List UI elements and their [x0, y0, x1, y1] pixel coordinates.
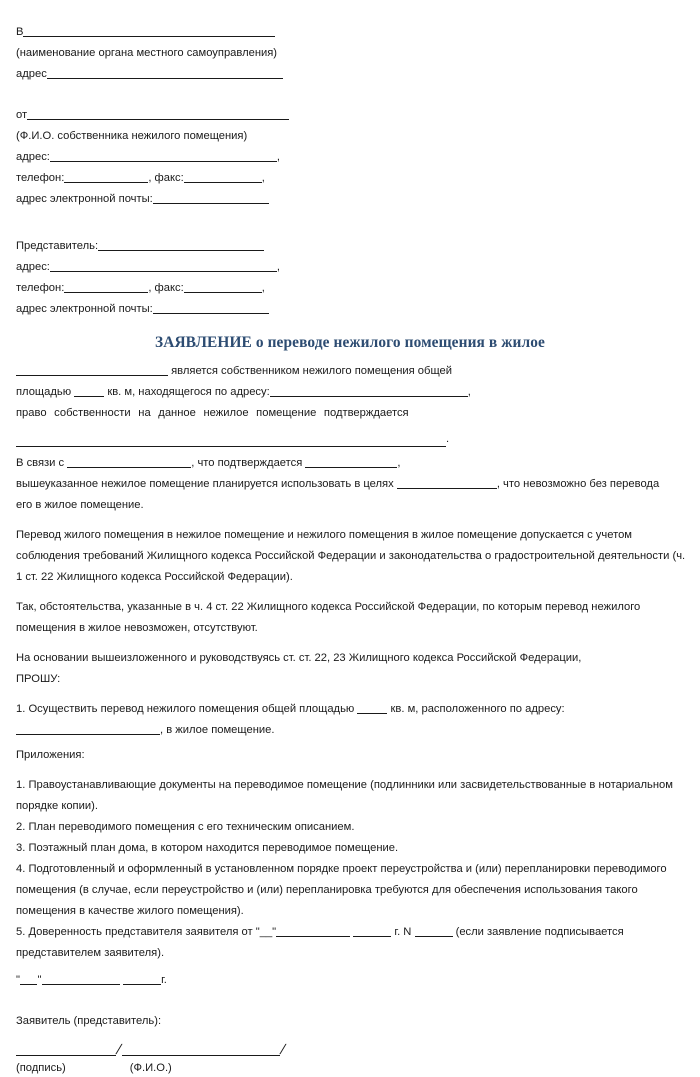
applicant-from-line — [16, 105, 700, 126]
signature-caption-fio: (Ф.И.О.) — [129, 1062, 172, 1074]
signature-fio-blank[interactable] — [122, 1045, 280, 1056]
signature-captions-row — [16, 1059, 700, 1077]
ownership-area-label: площадью — [16, 386, 72, 398]
legal-paragraph-1: Перевод жилого помещения в нежилое помещение и нежилого помещения в жилое помещение допускается с учетом соблюдения требований Жилищного кодекса Российской Федерации и законодательства о градостроительной деятельности (ч. 1 ст. 22 Жилищного кодекса Российской Федерации). — [16, 529, 686, 583]
purpose-closing-line: его в жилое помещение. — [16, 499, 144, 511]
representative-fax-comma: , — [261, 282, 265, 294]
applicant-email-label: адрес электронной почты: — [16, 193, 153, 205]
signature-rules-row — [16, 1041, 700, 1059]
representative-name-blank[interactable] — [98, 240, 264, 251]
purpose-confirm-label: , что подтверждается — [191, 457, 303, 469]
applicant-from-blank[interactable] — [27, 109, 289, 120]
ownership-owner-blank[interactable] — [16, 365, 168, 376]
applicant-address-label: адрес: — [16, 151, 50, 163]
attachment-item: 2. План переводимого помещения с его техническим описанием. — [16, 821, 355, 833]
purpose-use-line — [16, 474, 686, 495]
applicant-fax-comma: , — [261, 172, 265, 184]
representative-address-label: адрес: — [16, 261, 50, 273]
representative-phone-line — [16, 278, 700, 299]
date-year-suffix: г. — [161, 974, 167, 986]
date-month-blank[interactable] — [42, 974, 120, 985]
request-item-1-address-label: кв. м, расположенного по адресу: — [390, 703, 565, 715]
attachments-block — [16, 745, 686, 964]
attachment-item-5-year-blank[interactable] — [353, 926, 391, 937]
representative-address-comma: , — [276, 261, 281, 273]
attachment-item: 1. Правоустанавливающие документы на переводимое помещение (подлинники или засвидетельствованные в нотариальном порядке копии). — [16, 779, 673, 812]
representative-email-blank[interactable] — [153, 303, 269, 314]
attachment-item-5-label: 5. Доверенность представителя заявителя от "__" — [16, 926, 277, 938]
purpose-confirm-blank[interactable] — [305, 457, 397, 468]
request-item-1-address-blank[interactable] — [16, 724, 160, 735]
representative-address-blank[interactable] — [50, 261, 277, 272]
ownership-proof-blank-row — [16, 429, 700, 444]
ownership-area-line — [16, 382, 686, 403]
ownership-address-comma: , — [467, 386, 471, 398]
representative-name-line — [16, 236, 700, 257]
purpose-reason-comma: , — [397, 457, 401, 469]
legal-block — [16, 525, 686, 690]
addressee-to-blank[interactable] — [23, 26, 275, 37]
applicant-address-blank[interactable] — [50, 151, 277, 162]
attachment-item-5-number-blank[interactable] — [415, 926, 453, 937]
legal-paragraph-2: Так, обстоятельства, указанные в ч. 4 ст. 22 Жилищного кодекса Российской Федерации, по которым перевод нежилого помещения в жилое невозможен, отсутствуют. — [16, 601, 641, 634]
request-item-1-label: 1. Осуществить перевод нежилого помещения общей площадью — [16, 703, 355, 715]
request-item-1-area-blank[interactable] — [357, 703, 387, 714]
addressee-to-label: В — [16, 26, 24, 38]
attachments-heading: Приложения: — [16, 749, 85, 761]
ownership-address-blank[interactable] — [270, 386, 468, 397]
applicant-phone-label: телефон: — [16, 172, 65, 184]
addressee-to-hint: (наименование органа местного самоуправления) — [16, 47, 278, 59]
applicant-block — [16, 105, 700, 210]
addressee-address-label: адрес — [16, 68, 47, 80]
signature-label: Заявитель (представитель): — [16, 1015, 162, 1027]
signature-slash-2: / — [278, 1041, 288, 1057]
attachment-item: 3. Поэтажный план дома, в котором находится переводимое помещение. — [16, 842, 399, 854]
attachment-item-5-line-2: представителем заявителя). — [16, 947, 165, 959]
addressee-block — [16, 22, 700, 85]
signature-caption-signature: (подпись) — [16, 1062, 66, 1074]
date-day-blank[interactable] — [20, 974, 37, 985]
purpose-use-label: вышеуказанное нежилое помещение планируется использовать в целях — [16, 478, 394, 490]
attachment-item-5-month-blank[interactable] — [276, 926, 350, 937]
applicant-address-line — [16, 147, 700, 168]
representative-label: Представитель: — [16, 240, 99, 252]
ownership-address-label: кв. м, находящегося по адресу: — [107, 386, 270, 398]
purpose-use-blank[interactable] — [397, 478, 497, 489]
request-item-1-line-1 — [16, 699, 686, 720]
representative-address-line — [16, 257, 700, 278]
ownership-proof-blank[interactable] — [16, 435, 446, 447]
date-quote-open: " — [16, 974, 21, 986]
purpose-reason-label: В связи с — [16, 457, 65, 469]
attachment-item-5-line-1 — [16, 922, 686, 943]
representative-fax-label: , факс: — [148, 282, 184, 294]
purpose-reason-line — [16, 453, 686, 474]
legal-paragraph-3: На основании вышеизложенного и руководствуясь ст. ст. 22, 23 Жилищного кодекса Российской Федерации, — [16, 652, 582, 664]
ownership-proof-period: . — [446, 433, 450, 445]
purpose-block — [16, 453, 686, 516]
request-item-1-tail: , в жилое помещение. — [160, 724, 275, 736]
signature-slash-1: / — [114, 1041, 124, 1057]
ownership-area-blank[interactable] — [74, 386, 104, 397]
signature-signature-blank[interactable] — [16, 1045, 116, 1056]
ownership-block — [16, 361, 686, 424]
applicant-email-line — [16, 189, 700, 210]
applicant-from-hint: (Ф.И.О. собственника нежилого помещения) — [16, 130, 248, 142]
attachment-item: 4. Подготовленный и оформленный в установленном порядке проект переустройства и (или) перепланировки переводимого помещения (в случае, если переустройство и (или) перепланировка требуются для обеспечения использования такого помещения в качестве жилого помещения). — [16, 863, 667, 917]
date-quote-close: " — [37, 974, 42, 986]
purpose-impossible-text: , что невозможно без перевода — [496, 478, 660, 490]
request-block — [16, 699, 686, 741]
page-title: ЗАЯВЛЕНИЕ о переводе нежилого помещения в жилое — [155, 334, 545, 351]
signature-block — [0, 1011, 700, 1077]
ownership-owner-line — [16, 361, 686, 382]
date-line — [16, 970, 686, 991]
representative-email-label: адрес электронной почты: — [16, 303, 153, 315]
representative-phone-blank[interactable] — [64, 282, 148, 293]
request-item-1-line-2 — [16, 720, 686, 741]
addressee-to-line — [16, 22, 700, 43]
applicant-email-blank[interactable] — [153, 193, 269, 204]
applicant-from-label: от — [16, 109, 28, 121]
purpose-reason-blank[interactable] — [67, 457, 191, 468]
addressee-address-line — [16, 64, 700, 85]
representative-fax-blank[interactable] — [184, 282, 262, 293]
ownership-proof-line: право собственности на данное нежилое помещение подтверждается — [16, 407, 409, 419]
applicant-phone-blank[interactable] — [64, 172, 148, 183]
attachment-item-5-note: (если заявление подписывается — [455, 926, 624, 938]
applicant-phone-line — [16, 168, 700, 189]
applicant-fax-blank[interactable] — [184, 172, 262, 183]
applicant-address-comma: , — [276, 151, 281, 163]
representative-block — [16, 236, 700, 320]
date-year-blank[interactable] — [123, 974, 161, 985]
applicant-fax-label: , факс: — [148, 172, 184, 184]
request-heading: ПРОШУ: — [16, 673, 61, 685]
representative-phone-label: телефон: — [16, 282, 65, 294]
ownership-owner-text: является собственником нежилого помещения общей — [171, 365, 452, 377]
addressee-address-blank[interactable] — [47, 68, 283, 79]
representative-email-line — [16, 299, 700, 320]
attachment-item-5-number-label: г. N — [394, 926, 412, 938]
